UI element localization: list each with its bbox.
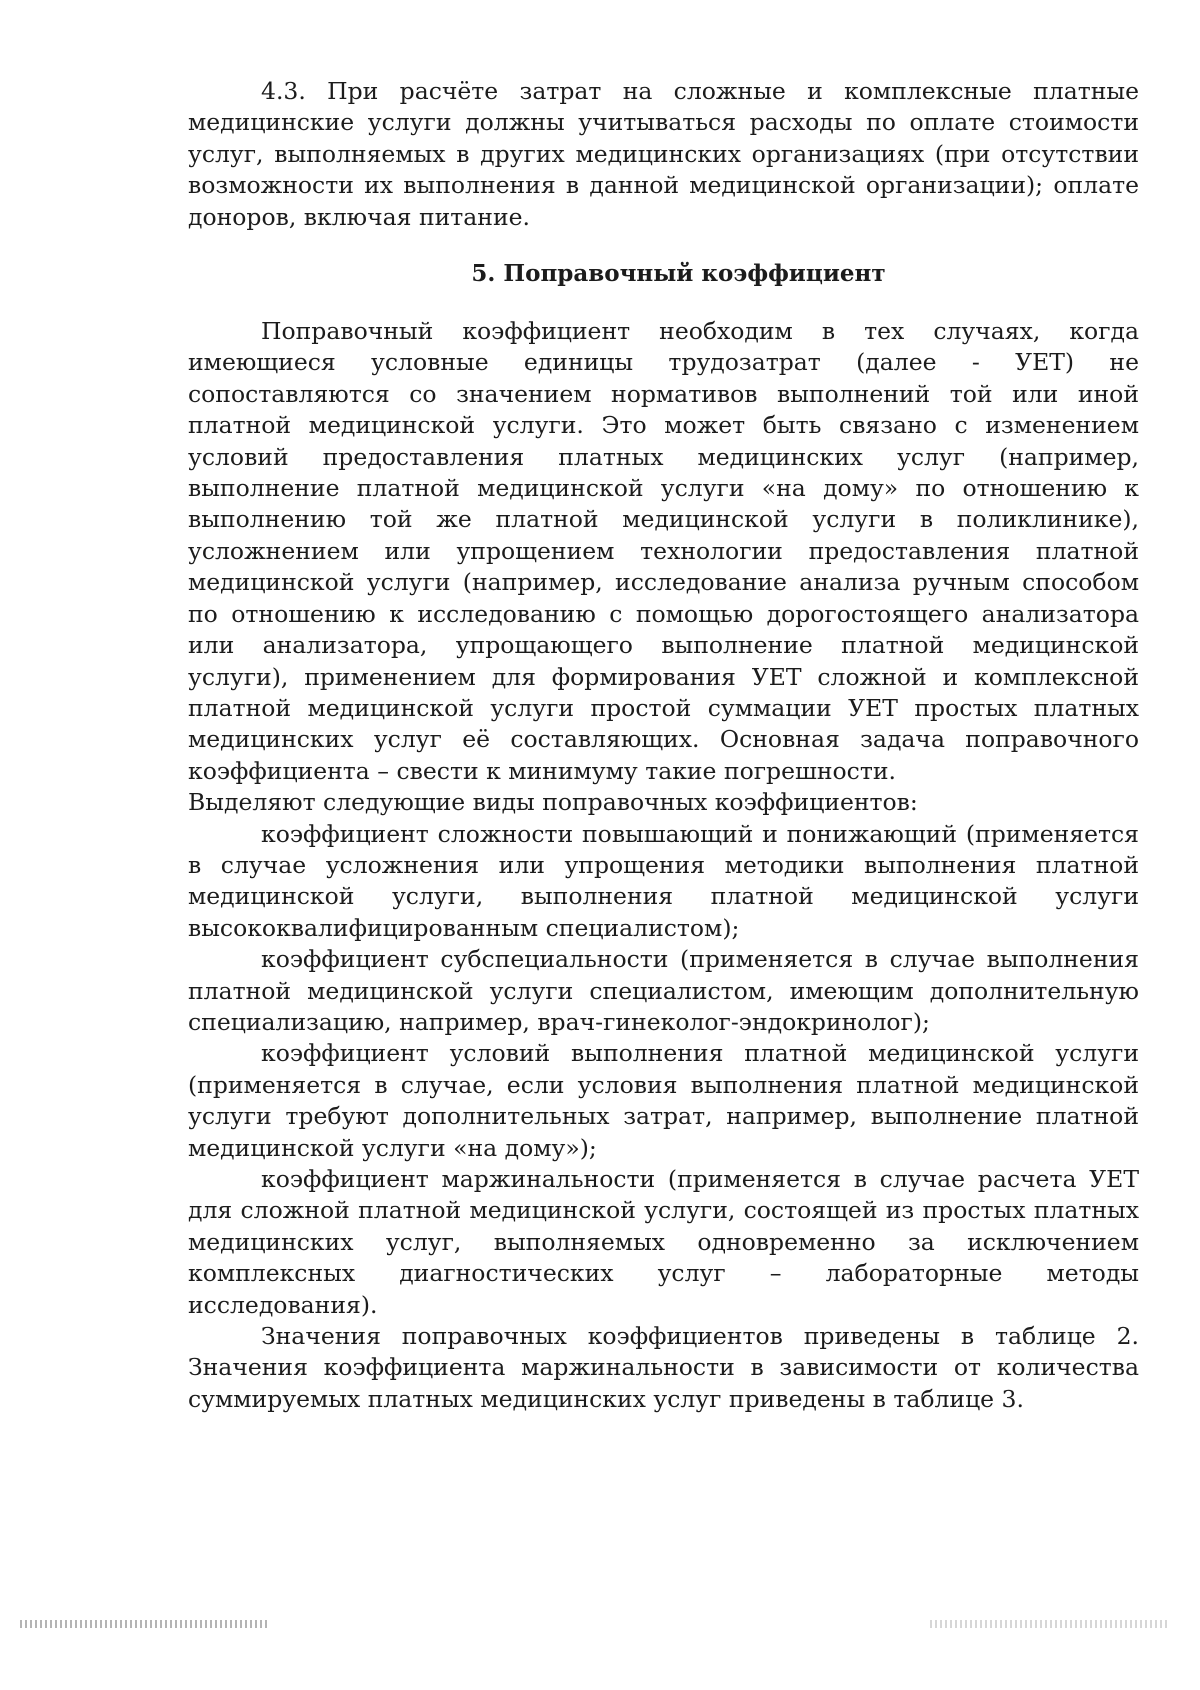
paragraph-4-3: 4.3. При расчёте затрат на сложные и комплексные платные медицинские услуги должны учитываться расходы по оплате стоимости услуг, выполняемых в других медицинских организациях (при отсутствии возможности их выполнения в данной медицинской организации); оплате доноров, включая питание.	[188, 77, 1139, 231]
document-page	[188, 76, 1139, 1415]
section-heading: 5. Поправочный коэффициент	[471, 260, 886, 288]
scan-artifact	[20, 1620, 270, 1628]
spacer	[188, 289, 1139, 316]
list-item-subspecialty: коэффициент субспециальности (применяется в случае выполнения платной медицинской услуги специалистом, имеющим дополнительную специализацию, например, врач-гинеколог-эндокринолог);	[188, 945, 1139, 1036]
paragraph-closing: Значения поправочных коэффициентов приведены в таблице 2. Значения коэффициента маржинальности в зависимости от количества суммируемых платных медицинских услуг приведены в таблице 3.	[188, 1322, 1139, 1413]
paragraph-intro: Поправочный коэффициент необходим в тех случаях, когда имеющиеся условные единицы трудозатрат (далее - УЕТ) не сопоставляются со значением нормативов выполнений той или иной платной медицинской услуги. Это может быть связано с изменением условий предоставления платных медицинских услуг (например, выполнение платной медицинской услуги «на дому» по отношению к выполнению той же платной медицинской услуги в поликлинике), усложнением или упрощением технологии предоставления платной медицинской услуги (например, исследование анализа ручным способом по отношению к исследованию с помощью дорогостоящего анализатора или анализатора, упрощающего выполнение платной медицинской услуги), применением для формирования УЕТ сложной и комплексной платной медицинской услуги простой суммации УЕТ простых платных медицинских услуг её составляющих. Основная задача поправочного коэффициента – свести к минимуму такие погрешности.	[188, 317, 1139, 785]
scan-artifact	[930, 1620, 1170, 1628]
list-item-complexity: коэффициент сложности повышающий и понижающий (применяется в случае усложнения или упрощения методики выполнения платной медицинской услуги, выполнения платной медицинской услуги высококвалифицированным специалистом);	[188, 819, 1139, 942]
list-item-conditions: коэффициент условий выполнения платной медицинской услуги (применяется в случае, если условия выполнения платной медицинской услуги требуют дополнительных затрат, например, выполнение платной медицинской услуги «на дому»);	[188, 1039, 1139, 1162]
paragraph-types-lead: Выделяют следующие виды поправочных коэффициентов:	[188, 788, 918, 817]
list-item-marginality: коэффициент маржинальности (применяется в случае расчета УЕТ для сложной платной медицинской услуги, состоящей из простых платных медицинских услуг, выполняемых одновременно за исключением комплексных диагностических услуг – лабораторные методы исследования).	[188, 1165, 1139, 1319]
spacer	[188, 233, 1139, 258]
